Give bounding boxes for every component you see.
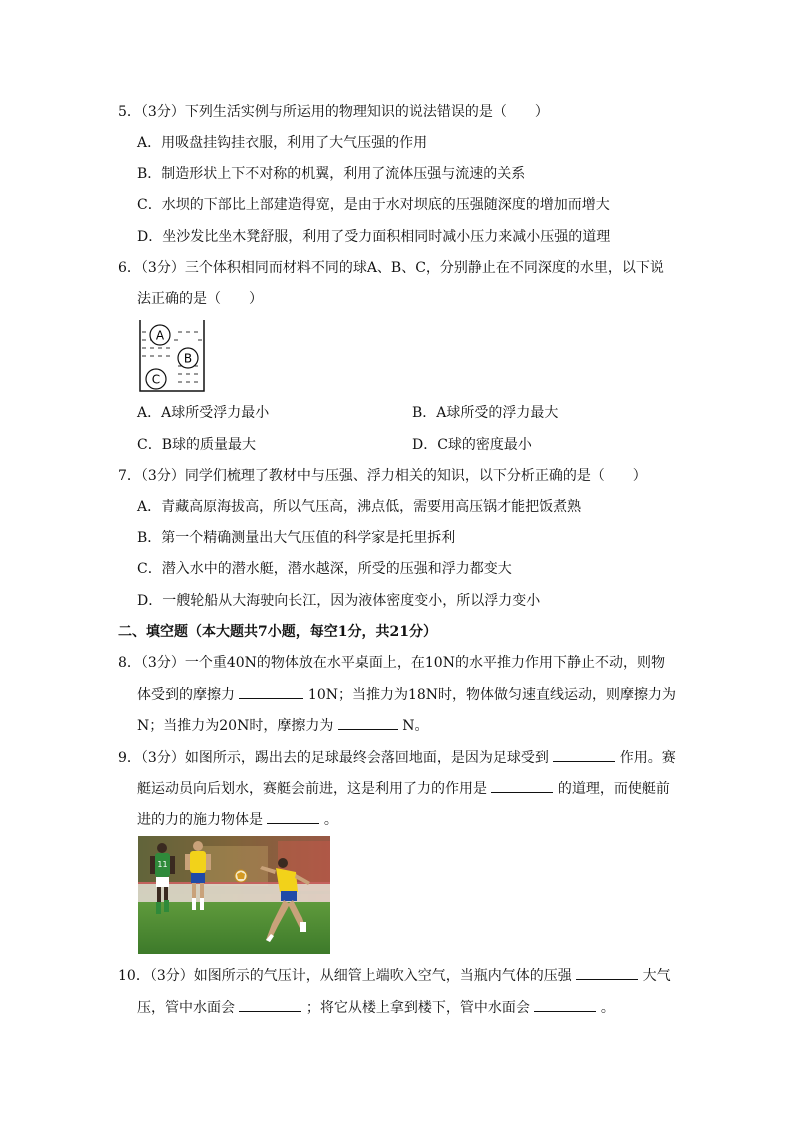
q10-line2-text-a: 压，管中水面会	[137, 1000, 235, 1016]
q5-option-c: C．水坝的下部比上部建造得宽，是由于水对坝底的压强随深度的增加而增大	[137, 197, 610, 213]
q6-option-d: D．C球的密度最小	[412, 437, 532, 453]
q9-answer-blank-1[interactable]	[553, 747, 615, 762]
q8-line2-text-a: 体受到的摩擦力	[137, 687, 235, 703]
q8-line3-text-a: N；当推力为20N时，摩擦力为	[137, 718, 334, 734]
q9-line3-text-a: 进的力的施力物体是	[137, 812, 263, 828]
q5-option-d: D．坐沙发比坐木凳舒服，利用了受力面积相同时减小压力来减小压强的道理	[137, 229, 611, 245]
q10-line1-text-a: 10．（3分）如图所示的气压计，从细管上端吹入空气，当瓶内气体的压强	[118, 968, 572, 984]
q10-answer-blank-1[interactable]	[576, 965, 638, 980]
ball-c-label: C	[151, 372, 161, 387]
q8-line1: 8．（3分）一个重40N的物体放在水平桌面上，在10N的水平推力作用下静止不动，则物	[118, 655, 665, 671]
q8-line2	[137, 684, 676, 705]
q8-line3	[137, 715, 428, 736]
q5-option-a: A．用吸盘挂钩挂衣服，利用了大气压强的作用	[137, 135, 428, 151]
q10-line1	[118, 965, 671, 986]
player-jersey-number: 11	[157, 860, 168, 869]
q10-line2	[137, 997, 615, 1018]
football-match-photo	[138, 836, 330, 954]
q6-option-c: C．B球的质量最大	[137, 437, 256, 453]
section-heading-fill-in: 二、填空题（本大题共7小题，每空1分，共21分）	[118, 624, 437, 640]
q7-option-d: D．一艘轮船从大海驶向长江，因为液体密度变小，所以浮力变小	[137, 593, 541, 609]
q6-option-a: A．A球所受浮力最小	[137, 405, 270, 421]
q9-answer-blank-3[interactable]	[267, 809, 319, 824]
q10-answer-blank-2[interactable]	[239, 997, 301, 1012]
q9-line1	[118, 747, 676, 768]
q7-option-c: C．潜入水中的潜水艇，潜水越深，所受的压强和浮力都变大	[137, 561, 512, 577]
q10-line2-text-b: ；将它从楼上拿到楼下，管中水面会	[305, 1000, 530, 1016]
q10-answer-blank-3[interactable]	[534, 997, 596, 1012]
q10-line2-text-c: 。	[600, 1000, 615, 1016]
q9-answer-blank-2[interactable]	[491, 778, 553, 793]
ball-b-label: B	[183, 351, 193, 366]
q5-option-b: B．制造形状上下不对称的机翼，利用了流体压强与流速的关系	[137, 166, 526, 182]
q10-line1-text-b: 大气	[642, 968, 671, 984]
q9-line2-text-a: 艇运动员向后划水，赛艇会前进，这是利用了力的作用是	[137, 781, 487, 797]
q6-stem-line2: 法正确的是（ ）	[137, 291, 263, 307]
q6-water-container-figure	[138, 318, 208, 394]
q8-line2-text-b: 10N；当推力为18N时，物体做匀速直线运动，则摩擦力为	[307, 687, 677, 703]
q8-answer-blank-3[interactable]	[338, 715, 398, 730]
q6-option-b: B．A球所受的浮力最大	[412, 405, 559, 421]
q5-stem: 5．（3分）下列生活实例与所运用的物理知识的说法错误的是（ ）	[118, 104, 549, 120]
q9-line1-text-a: 9．（3分）如图所示，踢出去的足球最终会落回地面，是因为足球受到	[118, 750, 549, 766]
q7-option-a: A．青藏高原海拔高，所以气压高，沸点低，需要用高压锅才能把饭煮熟	[137, 499, 582, 515]
q8-line3-text-b: N。	[402, 718, 429, 734]
q6-stem-line1: 6．（3分）三个体积相同而材料不同的球A、B、C，分别静止在不同深度的水里，以下说	[118, 260, 664, 276]
q9-line3	[137, 809, 338, 830]
q7-stem: 7．（3分）同学们梳理了教材中与压强、浮力相关的知识，以下分析正确的是（ ）	[118, 468, 647, 484]
ball-a-label: A	[155, 328, 165, 343]
q8-answer-blank-1[interactable]	[239, 684, 303, 699]
q9-line1-text-b: 作用。赛	[619, 750, 676, 766]
q7-option-b: B．第一个精确测量出大气压值的科学家是托里拆利	[137, 530, 456, 546]
q9-line2-text-b: 的道理，而使艇前	[557, 781, 670, 797]
q9-line3-text-b: 。	[323, 812, 338, 828]
q9-line2	[137, 778, 670, 799]
